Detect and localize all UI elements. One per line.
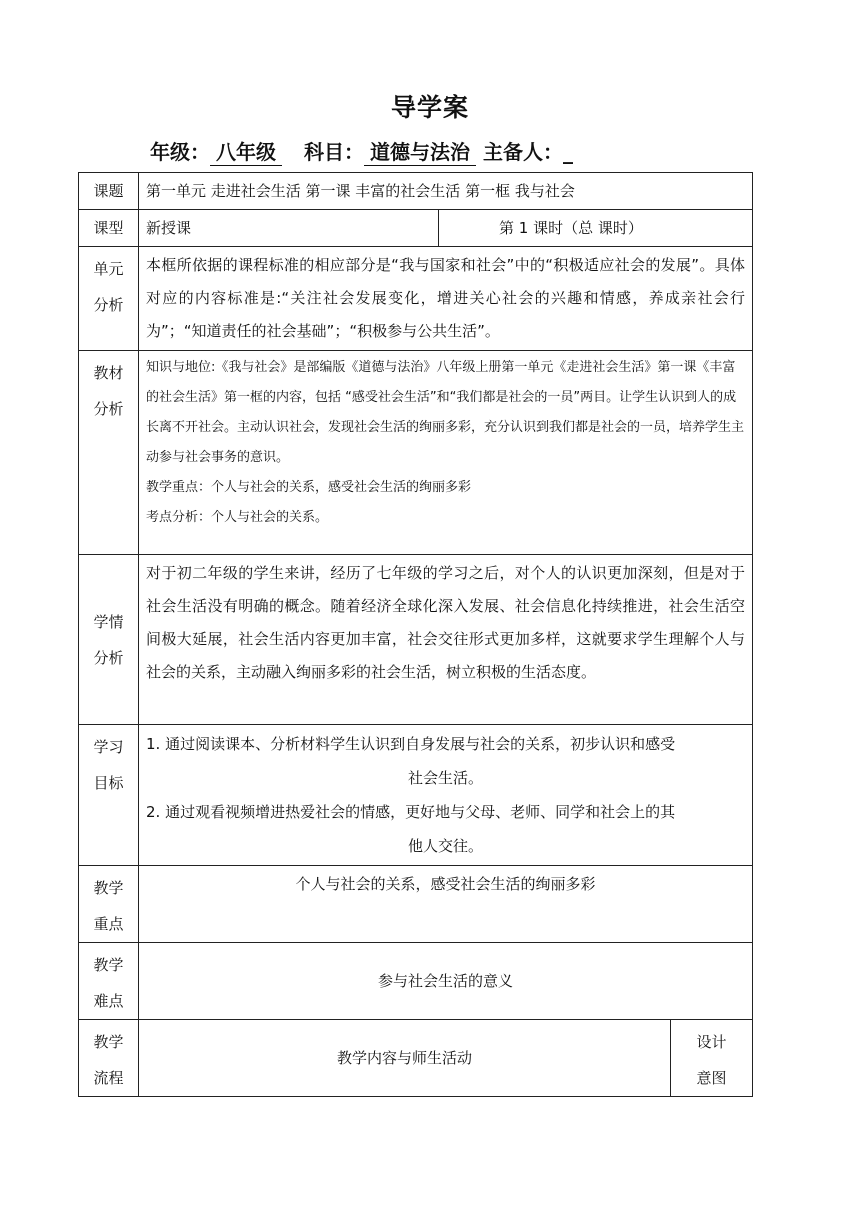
header-meta — [150, 136, 573, 166]
row-difficulty — [79, 943, 753, 1020]
preparer-label: 主备人：_ — [482, 140, 573, 164]
type-value: 新授课 — [139, 210, 439, 247]
flow-label-line2: 流程 — [93, 1069, 124, 1087]
subject-value: 道德与法治 — [364, 140, 476, 166]
goals-label-line1: 学习 — [93, 738, 124, 756]
lesson-plan-table — [78, 172, 753, 1097]
type-label: 课型 — [79, 210, 139, 247]
flow-intent-header — [671, 1020, 753, 1097]
topic-label: 课题 — [79, 173, 139, 210]
grade-value: 八年级 — [210, 140, 282, 166]
topic-value: 第一单元 走进社会生活 第一课 丰富的社会生活 第一框 我与社会 — [139, 173, 753, 210]
difficulty-label — [79, 943, 139, 1020]
flow-label — [79, 1020, 139, 1097]
goals-label — [79, 725, 139, 866]
textbook-para-1: 知识与地位:《我与社会》是部编版《道德与法治》八年级上册第一单元《走进社会生活》第一课《丰富的社会生活》第一框的内容，包括 “感受社会生活”和“我们都是社会的一员”两目。让学生认识到人的成长离不开社会。主动认识社会，发现社会生活的绚丽多彩，充分认识到我们都是社会的一员，培养学生主动参与社会事务的意识。 — [146, 360, 745, 465]
textbook-para-3: 考点分析：个人与社会的关系。 — [146, 510, 329, 525]
goals-label-line2: 目标 — [93, 774, 124, 792]
textbook-label-line2: 分析 — [93, 400, 124, 418]
row-learning-goals — [79, 725, 753, 866]
unit-label-line1: 单元 — [93, 260, 124, 278]
flow-intent-line1: 设计 — [696, 1033, 727, 1051]
period-value: 第 1 课时（总 课时） — [439, 210, 753, 247]
page-title: 导学案 — [390, 93, 469, 122]
textbook-label — [79, 351, 139, 555]
row-student-analysis — [79, 555, 753, 725]
flow-label-line1: 教学 — [93, 1033, 124, 1051]
difficulty-label-line2: 难点 — [93, 992, 124, 1010]
goal-1-line1: 1. 通过阅读课本、分析材料学生认识到自身发展与社会的关系，初步认识和感受 — [146, 735, 676, 753]
textbook-label-line1: 教材 — [93, 364, 124, 382]
row-topic — [79, 173, 753, 210]
subject-label: 科目： — [304, 140, 364, 164]
goal-2-line2: 他人交往。 — [408, 837, 484, 855]
row-type — [79, 210, 753, 247]
unit-text: 本框所依据的课程标准的相应部分是“我与国家和社会”中的“积极适应社会的发展”。具体对应的内容标准是:“关注社会发展变化，增进关心社会的兴趣和情感，养成亲社会行为”；“知道责任的社会基础”；“积极参与公共生活”。 — [139, 247, 753, 351]
focus-label-line1: 教学 — [93, 879, 124, 897]
grade-label: 年级： — [150, 140, 210, 164]
students-label-line2: 分析 — [93, 648, 124, 667]
difficulty-text: 参与社会生活的意义 — [139, 943, 753, 1020]
focus-text: 个人与社会的关系，感受社会生活的绚丽多彩 — [139, 866, 753, 943]
goals-text — [139, 725, 753, 866]
unit-label — [79, 247, 139, 351]
students-label-line1: 学情 — [93, 612, 124, 631]
row-textbook-analysis — [79, 351, 753, 555]
unit-label-line2: 分析 — [93, 296, 124, 314]
flow-content-header: 教学内容与师生活动 — [139, 1020, 671, 1097]
row-unit-analysis — [79, 247, 753, 351]
textbook-para-2: 教学重点：个人与社会的关系，感受社会生活的绚丽多彩 — [146, 480, 472, 495]
difficulty-label-line1: 教学 — [93, 956, 124, 974]
focus-label — [79, 866, 139, 943]
row-teaching-flow — [79, 1020, 753, 1097]
goal-2-line1: 2. 通过观看视频增进热爱社会的情感，更好地与父母、老师、同学和社会上的其 — [146, 803, 676, 821]
focus-label-line2: 重点 — [93, 915, 124, 933]
goal-1-line2: 社会生活。 — [408, 769, 484, 787]
row-key-points — [79, 866, 753, 943]
students-label — [79, 555, 139, 725]
textbook-text — [139, 351, 753, 555]
flow-intent-line2: 意图 — [696, 1069, 727, 1087]
students-text: 对于初二年级的学生来讲，经历了七年级的学习之后，对个人的认识更加深刻，但是对于社会生活没有明确的概念。随着经济全球化深入发展、社会信息化持续推进，社会生活空间极大延展，社会生活内容更加丰富，社会交往形式更加多样，这就要求学生理解个人与社会的关系，主动融入绚丽多彩的社会生活，树立积极的生活态度。 — [139, 555, 753, 725]
